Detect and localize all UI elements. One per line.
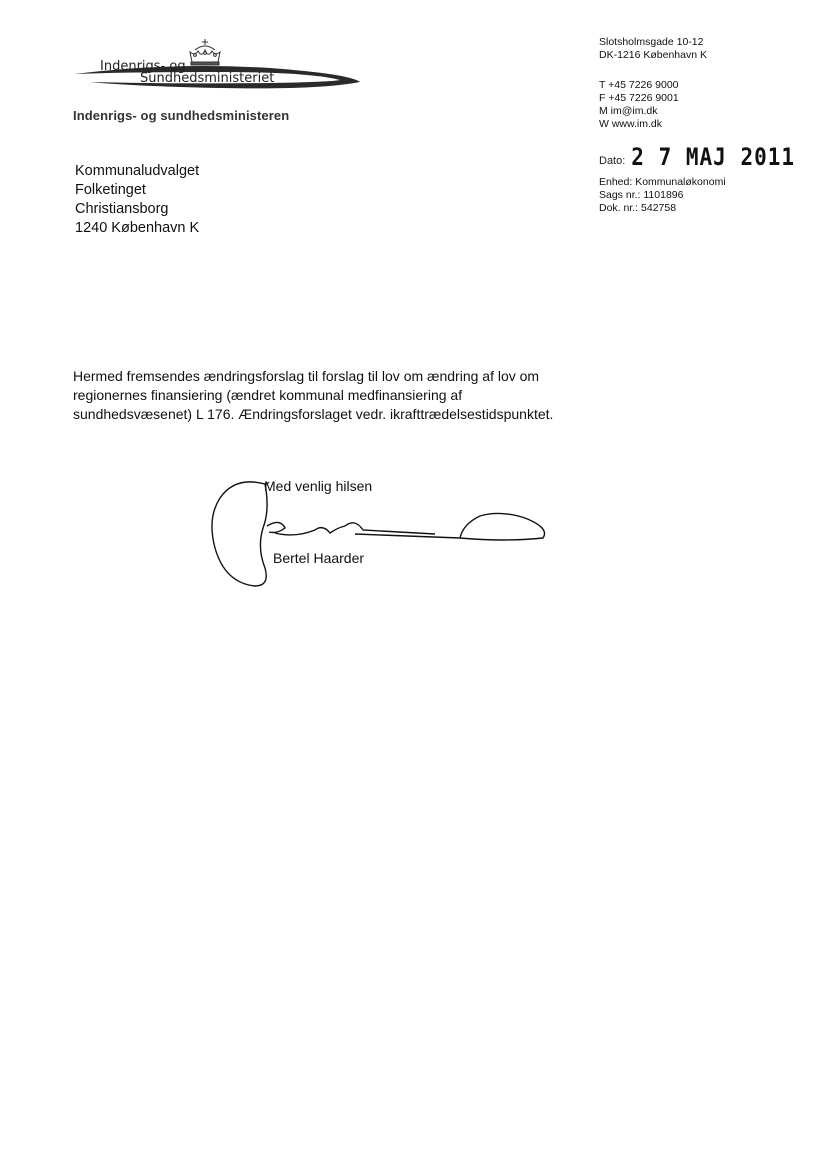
- web-text: W www.im.dk: [599, 118, 662, 130]
- closing-greeting: Med venlig hilsen: [264, 478, 373, 494]
- crown-icon: [190, 39, 220, 65]
- date-row: [599, 145, 795, 169]
- sender-contact: [599, 79, 679, 131]
- fax-text: F +45 7226 9001: [599, 92, 679, 104]
- recipient-address: [75, 162, 199, 238]
- date-stamp: 2 7 MAJ 2011: [631, 143, 796, 171]
- recipient-line: Christiansborg: [75, 201, 169, 217]
- email-text: M im@im.dk: [599, 105, 658, 117]
- address-line: DK-1216 København K: [599, 49, 707, 61]
- body-line: regionernes finansiering (ændret kommunal medfinansiering af: [73, 387, 463, 403]
- logo-text-line1: Indenrigs- og: [100, 59, 186, 74]
- address-line: Slotsholmsgade 10-12: [599, 36, 704, 48]
- sender-address: [599, 36, 707, 62]
- handwritten-signature: [205, 478, 555, 593]
- document-meta: [599, 176, 726, 215]
- logo-text-line2: Sundhedsministeriet: [140, 71, 275, 86]
- recipient-line: Folketinget: [75, 182, 146, 198]
- recipient-line: 1240 København K: [75, 220, 200, 236]
- document-number: Dok. nr.: 542758: [599, 202, 677, 214]
- letter-body: [73, 367, 573, 424]
- recipient-line: Kommunaludvalget: [75, 163, 200, 179]
- phone-text: T +45 7226 9000: [599, 79, 679, 91]
- signer-name: Bertel Haarder: [273, 550, 365, 566]
- case-number: Sags nr.: 1101896: [599, 189, 684, 201]
- date-label: Dato:: [599, 155, 626, 167]
- department-title: Indenrigs- og sundhedsministeren: [73, 108, 290, 123]
- unit-text: Enhed: Kommunaløkonomi: [599, 176, 726, 188]
- body-line: sundhedsvæsenet) L 176. Ændringsforslaget vedr. ikrafttrædelsestidspunktet.: [73, 406, 554, 422]
- body-line: Hermed fremsendes ændringsforslag til forslag til lov om ændring af lov om: [73, 368, 540, 384]
